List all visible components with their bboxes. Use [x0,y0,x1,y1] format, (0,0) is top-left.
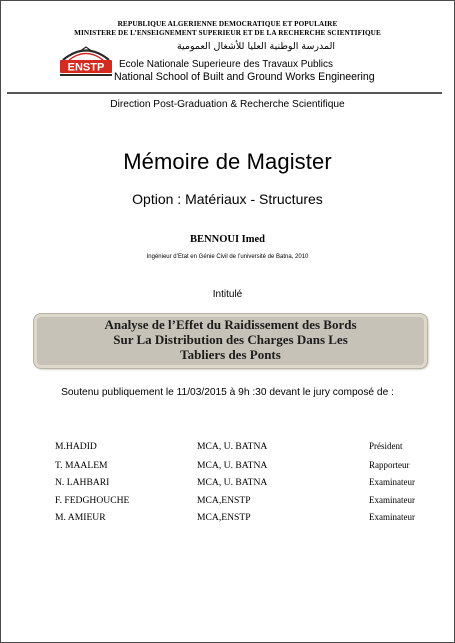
logo-underline [60,74,112,76]
republique-line: REPUBLIQUE ALGERIENNE DEMOCRATIQUE ET POPULAIRE [117,20,338,28]
defense-statement: Soutenu publiquement le 11/03/2015 à 9h :30 devant le jury composé de : [61,387,394,398]
logo-inner-arc [69,54,103,61]
jury-affiliation: MCA, U. BATNA [197,460,268,471]
author-name: BENNOUI Imed [190,234,265,245]
jury-row [1,495,454,509]
header-divider [7,92,442,94]
jury-name: M. AMIEUR [55,512,106,523]
option-line: Option : Matériaux - Structures [132,191,323,207]
jury-role: Président [369,441,403,451]
jury-name: N. LAHBARI [55,477,110,488]
jury-affiliation: MCA, U. BATNA [197,477,268,488]
jury-name: M.HADID [55,441,97,452]
arabic-school-name: المدرسة الوطنية العليا للأشغال العمومية [176,41,336,52]
document-title: Mémoire de Magister [123,149,332,174]
ministere-line: MINISTERE DE L’ENSEIGNEMENT SUPERIEUR ET DE LA RECHERCHE SCIENTIFIQUE [74,29,381,37]
jury-row [1,441,454,455]
intitule-label: Intitulé [212,289,243,300]
author-detail: Ingénieur d’Etat en Génie Civil de l’université de Batna, 2010 [146,254,309,260]
school-name-en: National School of Built and Ground Works Engineering [114,71,375,83]
jury-role: Examinateur [369,477,415,487]
direction-line: Direction Post-Graduation & Recherche Scientifique [110,99,345,110]
thesis-title-line: Tabliers des Ponts [180,347,281,362]
jury-role: Rapporteur [369,460,410,470]
jury-name: T. MAALEM [55,460,108,471]
logo-text: ENSTP [67,61,105,74]
jury-row [1,477,454,491]
enstp-logo [57,43,115,79]
jury-affiliation: MCA,ENSTP [197,495,251,506]
jury-affiliation: MCA,ENSTP [197,512,251,523]
jury-row [1,460,454,474]
jury-role: Examinateur [369,495,415,505]
jury-row [1,512,454,526]
jury-role: Examinateur [369,512,415,522]
jury-name: F. FEDGHOUCHE [55,495,130,506]
thesis-title-line: Analyse de l’Effet du Raidissement des Bords [104,317,357,332]
jury-affiliation: MCA, U. BATNA [197,441,268,452]
thesis-title-line: Sur La Distribution des Charges Dans Les [113,332,348,347]
school-name-fr: Ecole Nationale Superieure des Travaux Publics [119,59,334,70]
